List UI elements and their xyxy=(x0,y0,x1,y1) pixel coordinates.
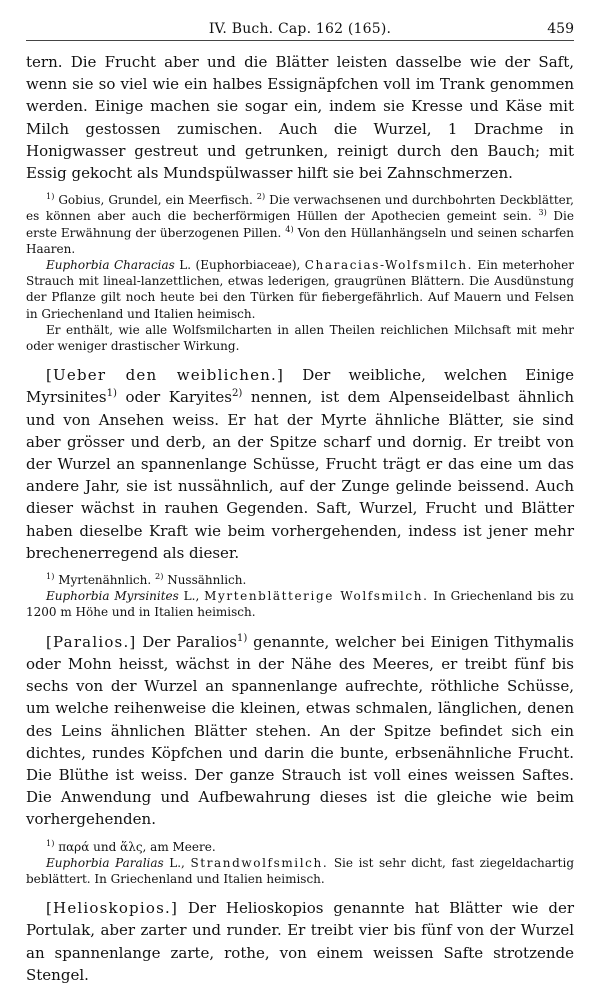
species-author: L., xyxy=(178,589,205,604)
running-head-title: IV. Buch. Cap. 162 (165). xyxy=(208,21,392,37)
species-common-name: Strandwolfsmilch. xyxy=(190,855,329,870)
footnote-text: Myrtenähnlich. xyxy=(54,573,156,588)
paragraph-text: Der Paralios xyxy=(136,632,237,651)
footnotes-block-3 xyxy=(26,839,574,888)
page-number: 459 xyxy=(547,21,574,37)
remark-note xyxy=(26,322,574,354)
footnote-text: Gobius, Grundel, ein Meerfisch. xyxy=(54,193,257,208)
paragraph-text: Der Helioskopios genannte hat Blätter wie der Portulak, aber zarter und runder. Er treibt vier bis fünf von der Wurzel an spannenlange zarte, rothe, von einem weissen Safte strotzende Stengel. xyxy=(26,899,574,984)
footnote-text: Die erste Erwähnung der überzogenen Pillen. xyxy=(26,209,574,240)
footnote-text: Von den Hüllanhängseln und seinen scharfen Haaren. xyxy=(26,225,574,256)
species-author: L. (Euphorbiaceae), xyxy=(174,258,305,273)
species-description: Sie ist sehr dicht, fast ziegeldachartig beblättert. In Griechenland und Italien heimisch. xyxy=(26,855,575,886)
species-latin-name: Euphorbia Myrsinites xyxy=(46,589,179,604)
footnote-marker: 2) xyxy=(231,388,243,400)
footnote-marker: 1) xyxy=(106,388,118,400)
paragraph-text: nennen, ist dem Alpenseidelbast ähnlich und von Ansehen weiss. Er hat der Myrte ähnliche Blätter, sie sind aber grösser und derb, an der Spitze scharf und dornig. Er treibt von der Wurzel an spannenlange Schüsse, Frucht trägt er das eine um das andere Jahr, sie ist nussähnlich, auf der Zunge gelinde beissend. Auch dieser wächst in rauhen Gegenden. Saft, Wurzel, Frucht und Blätter haben dieselbe Kraft wie beim vorhergehenden, indess ist jener mehr brechenerregend als dieser. xyxy=(26,388,574,562)
running-head xyxy=(26,18,574,41)
footnotes-block-2 xyxy=(26,572,574,621)
section-weiblichen xyxy=(26,364,574,564)
footnote-marker: 2) xyxy=(256,191,266,202)
section-paralios xyxy=(26,631,574,831)
footnotes-block-1 xyxy=(26,192,574,354)
footnote-text: παρά und ἅλς, am Meere. xyxy=(54,839,216,854)
footnote-marker: 3) xyxy=(538,207,547,218)
species-latin-name: Euphorbia Characias xyxy=(46,258,175,273)
species-author: L., xyxy=(163,855,191,870)
species-latin-name: Euphorbia Paralias xyxy=(46,855,164,870)
species-common-name: Characias-Wolfsmilch. xyxy=(304,258,474,273)
section-heading: [Ueber den weiblichen.] xyxy=(46,366,285,385)
footnote-marker: 1) xyxy=(46,571,55,582)
footnotes-line xyxy=(26,839,574,855)
species-note xyxy=(26,588,574,620)
footnote-marker: 1) xyxy=(236,632,248,644)
section-heading: [Paralios.] xyxy=(46,632,137,651)
footnote-marker: 2) xyxy=(155,571,164,582)
species-common-name: Myrtenblätterige Wolfsmilch. xyxy=(204,589,429,604)
paragraph-continuation xyxy=(26,51,574,184)
species-description: Ein meterhoher Strauch mit lineal-lanzettlichen, etwas lederigen, graugrünen Blättern. Die Ausdünstung der Pflanze gilt noch heute bei den Türken für fiebergefährlich. Auf Mauern und Felsen in Griechenland und Italien heimisch. xyxy=(26,258,574,321)
paragraph-text: tern. Die Frucht aber und die Blätter leisten dasselbe wie der Saft, wenn sie so viel wie ein halbes Essignäpfchen voll im Trank genommen werden. Einige machen sie sogar ein, indem sie Kresse und Käse mit Milch gestossen zumischen. Auch die Wurzel, 1 Drachme in Honigwasser gestreut und getrunken, reinigt durch den Bauch; mit Essig gekocht als Mundspülwasser hilft sie bei Zahnschmerzen. xyxy=(26,53,574,183)
paragraph-text: Der weibliche, welchen Einige Myrsinites xyxy=(26,366,574,407)
species-note xyxy=(26,257,574,322)
footnote-marker: 1) xyxy=(46,191,55,202)
species-note xyxy=(26,855,574,887)
footnotes-line xyxy=(26,572,574,588)
section-helioskopios xyxy=(26,897,574,986)
species-description: In Griechenland bis zu 1200 m Höhe und in Italien heimisch. xyxy=(26,589,574,620)
footnote-marker: 1) xyxy=(46,837,55,848)
remark-text: Er enthält, wie alle Wolfsmilcharten in allen Theilen reichlichen Milchsaft mit mehr oder weniger drastischer Wirkung. xyxy=(26,322,574,354)
paragraph-text: oder Karyites xyxy=(117,388,232,407)
paragraph-text: genannte, welcher bei Einigen Tithymalis oder Mohn heisst, wächst in der Nähe des Meeres, er treibt fünf bis sechs von der Wurzel an spannenlange aufrechte, röthliche Schüsse, um welche reihenweise die kleinen, etwas schmalen, länglichen, denen des Leins ähnlichen Blätter stehen. An der Spitze befindet sich ein dichtes, rundes Köpfchen und darin die bunte, erbsenähnliche Frucht. Die Blüthe ist weiss. Der ganze Strauch ist voll eines weissen Saftes. Die Anwendung und Aufbewahrung dieses ist die gleiche wie beim vorhergehenden. xyxy=(26,632,574,829)
footnote-marker: 4) xyxy=(285,223,294,234)
footnote-text: Nussähnlich. xyxy=(163,573,247,588)
footnote-text: Die verwachsenen und durchbohrten Deckblätter, es können aber auch die becherförmigen Hüllen der Apothecien gemeint sein. xyxy=(26,193,574,224)
footnotes-line xyxy=(26,192,574,257)
section-heading: [Helioskopios.] xyxy=(46,899,179,918)
